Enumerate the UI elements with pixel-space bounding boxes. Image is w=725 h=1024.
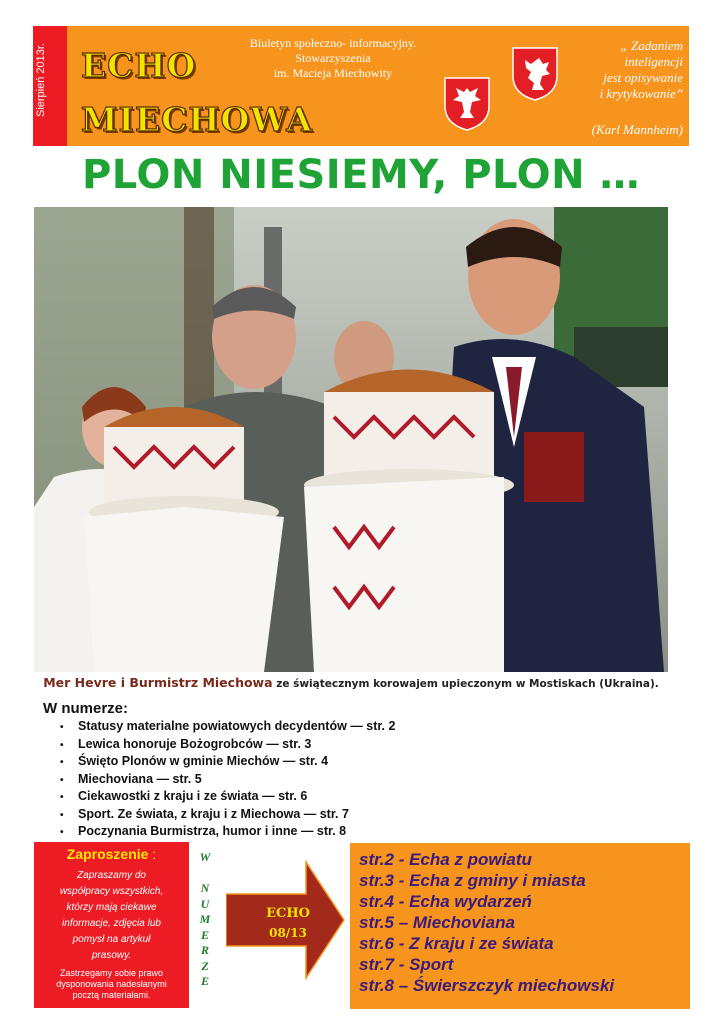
list-item: • Sport. Ze świata, z kraju i z Miechowa — str. 7 xyxy=(60,806,395,824)
masthead-title-miechowa: MIECHOWA xyxy=(81,100,313,139)
vertical-letter: E xyxy=(200,974,209,988)
section-item: str.8 – Świerszczyk miechowski xyxy=(359,976,615,995)
invitation-box xyxy=(34,842,189,1008)
section-item: str.7 - Sport xyxy=(359,955,454,974)
section-item: str.2 - Echa z powiatu xyxy=(359,850,532,869)
vertical-letter: W xyxy=(199,850,211,864)
list-item: • Ciekawostki z kraju i ze świata — str. 6 xyxy=(60,788,395,806)
list-item: • Poczynania Burmistrza, humor i inne — str. 8 xyxy=(60,823,395,841)
vertical-label-w-numerze xyxy=(198,850,212,990)
bulletin-line: im. Macieja Miechowity xyxy=(273,66,393,80)
caption-description: ze świątecznym korowajem upieczonym w Mostiskach (Ukraina). xyxy=(272,678,659,690)
contents-list xyxy=(60,718,395,841)
invitation-line: współpracy wszystkich, xyxy=(59,886,164,897)
vertical-letter: R xyxy=(200,943,209,957)
list-item: • Lewica honoruje Bożogrobców — str. 3 xyxy=(60,736,395,754)
invitation-title-suffix: : xyxy=(148,846,157,862)
main-headline: PLON NIESIEMY, PLON … xyxy=(81,152,641,198)
bulletin-line: Biuletyn społeczno- informacyjny. xyxy=(249,36,417,50)
vertical-letter: N xyxy=(200,881,210,895)
list-item: • Miechoviana — str. 5 xyxy=(60,771,395,789)
section-item: str.6 - Z kraju i ze świata xyxy=(359,934,554,953)
invitation-line: prasowy. xyxy=(91,950,132,961)
quote-line: inteligencji xyxy=(624,54,683,69)
quote-line: i krytykowanie” xyxy=(599,86,683,101)
arrow-label-echo: ECHO xyxy=(266,906,310,921)
invitation-note-line: Zastrzegamy sobie prawo xyxy=(59,968,164,978)
caption-names: Mer Hevre i Burmistrz Miechowa xyxy=(43,675,273,690)
invitation-note-line: dysponowania nadesłanymi xyxy=(56,979,167,989)
invitation-line: Zapraszamy do xyxy=(77,870,146,881)
vertical-letter: Z xyxy=(201,958,209,973)
masthead-banner xyxy=(33,26,689,146)
cover-photo-illustration xyxy=(34,207,668,672)
photo-caption xyxy=(34,675,668,690)
vertical-letter xyxy=(198,866,212,882)
bulletin-line: Stowarzyszenia xyxy=(295,51,371,65)
masthead-title-echo: ECHO xyxy=(81,46,197,85)
contents-title: W numerze: xyxy=(43,700,129,717)
invitation-title: Zaproszenie xyxy=(66,846,149,862)
quote-author: (Karl Mannheim) xyxy=(591,122,683,137)
invitation-line: informacje, zdjęcia lub xyxy=(62,918,161,929)
invitation-line: pomysł na artykuł xyxy=(72,934,151,945)
section-item: str.3 - Echa z gminy i miasta xyxy=(359,871,586,890)
invitation-note xyxy=(34,968,189,1001)
issue-date: Sierpień 2013r. xyxy=(35,43,47,117)
cover-photo xyxy=(34,207,668,672)
vertical-letter: E xyxy=(200,927,209,942)
section-item: str.5 – Miechoviana xyxy=(359,913,515,932)
arrow-label-issue: 08/13 xyxy=(269,926,307,940)
masthead-quote xyxy=(563,38,683,102)
list-item: • Statusy materialne powiatowych decydentów — str. 2 xyxy=(60,718,395,736)
vertical-letter: U xyxy=(200,896,210,911)
invitation-heading xyxy=(34,846,189,864)
vertical-letter: M xyxy=(199,912,211,926)
list-item: • Święto Plonów w gminie Miechów — str. 4 xyxy=(60,753,395,771)
bulletin-subtitle xyxy=(213,36,453,81)
quote-line: jest opisywanie xyxy=(603,70,683,85)
invitation-body xyxy=(34,868,189,964)
section-item: str.4 - Echa wydarzeń xyxy=(359,892,532,911)
griffin-crest-icon xyxy=(511,46,559,102)
quote-line: „ Zadaniem xyxy=(620,38,683,53)
sections-box xyxy=(350,843,690,1009)
invitation-line: którzy mają ciekawe xyxy=(66,902,157,913)
eagle-crest-icon xyxy=(443,76,491,132)
invitation-note-line: pocztą materiałami. xyxy=(72,990,151,1000)
